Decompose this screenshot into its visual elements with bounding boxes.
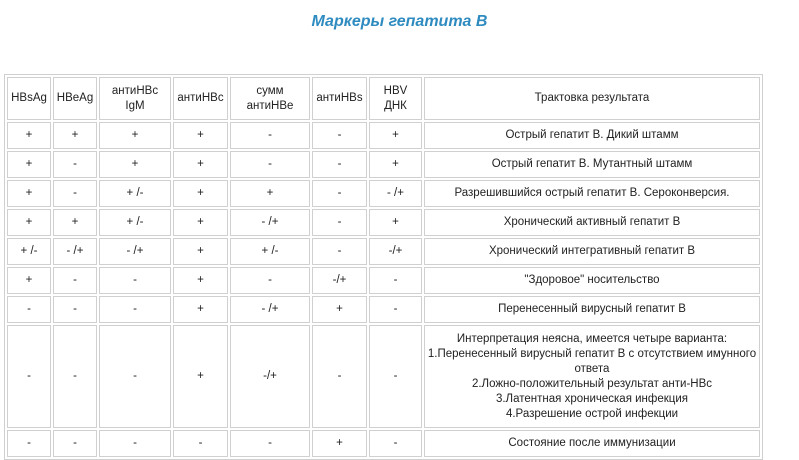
cell-interpretation: Разрешившийся острый гепатит В. Сероконверсия. xyxy=(424,180,760,207)
table-row xyxy=(7,238,760,265)
cell-interpretation: Хронический активный гепатит В xyxy=(424,209,760,236)
cell-hbeag: - xyxy=(53,296,97,323)
header-hbv-dna: HBV ДНК xyxy=(369,77,422,120)
cell-hbeag: - xyxy=(53,151,97,178)
cell-anti-hbs: + xyxy=(312,430,367,457)
cell-hbv-dna: - xyxy=(369,267,422,294)
cell-anti-hbc: + xyxy=(173,122,228,149)
cell-anti-hbc: + xyxy=(173,151,228,178)
cell-interpretation: Острый гепатит В. Мутантный штамм xyxy=(424,151,760,178)
cell-anti-hbc: + xyxy=(173,325,228,428)
header-anti-hbc: антиНВс xyxy=(173,77,228,120)
cell-total-anti-hbe: - xyxy=(230,151,310,178)
cell-anti-hbc-igm: - xyxy=(99,430,171,457)
table-row xyxy=(7,209,760,236)
cell-anti-hbs: - xyxy=(312,122,367,149)
cell-hbsag: - xyxy=(7,430,51,457)
cell-hbeag: - xyxy=(53,267,97,294)
table-row xyxy=(7,122,760,149)
cell-hbv-dna: + xyxy=(369,151,422,178)
cell-hbsag: + /- xyxy=(7,238,51,265)
cell-interpretation: Интерпретация неясна, имеется четыре варианта: 1.Перенесенный вирусный гепатит В с отсутствием имунного ответа 2.Ложно-положительный результат анти-НВс 3.Латентная хроническая инфекция 4.Разрешение острой инфекции xyxy=(424,325,760,428)
table-row xyxy=(7,151,760,178)
cell-total-anti-hbe: - xyxy=(230,122,310,149)
cell-hbv-dna: - xyxy=(369,296,422,323)
cell-total-anti-hbe: - /+ xyxy=(230,209,310,236)
page-title: Маркеры гепатита В xyxy=(311,13,488,30)
cell-total-anti-hbe: - xyxy=(230,267,310,294)
cell-hbeag: - xyxy=(53,180,97,207)
cell-hbv-dna: + xyxy=(369,122,422,149)
cell-anti-hbs: + xyxy=(312,296,367,323)
cell-hbeag: - /+ xyxy=(53,238,97,265)
cell-anti-hbs: - xyxy=(312,151,367,178)
cell-hbv-dna: + xyxy=(369,209,422,236)
cell-anti-hbs: -/+ xyxy=(312,267,367,294)
cell-anti-hbs: - xyxy=(312,180,367,207)
header-anti-hbs: антиНВs xyxy=(312,77,367,120)
cell-anti-hbc-igm: - xyxy=(99,267,171,294)
cell-hbv-dna: - /+ xyxy=(369,180,422,207)
cell-anti-hbc-igm: + xyxy=(99,122,171,149)
cell-hbsag: - xyxy=(7,296,51,323)
table-row xyxy=(7,430,760,457)
cell-anti-hbc: + xyxy=(173,296,228,323)
cell-interpretation: "Здоровое" носительство xyxy=(424,267,760,294)
cell-anti-hbc-igm: - /+ xyxy=(99,238,171,265)
cell-hbeag: + xyxy=(53,209,97,236)
header-total-anti-hbe: сумм антиНВе xyxy=(230,77,310,120)
cell-hbsag: + xyxy=(7,122,51,149)
cell-anti-hbc-igm: - xyxy=(99,325,171,428)
header-interpretation: Трактовка результата xyxy=(424,77,760,120)
cell-anti-hbs: - xyxy=(312,238,367,265)
table-row xyxy=(7,325,760,428)
header-hbsag: HBsAg xyxy=(7,77,51,120)
cell-interpretation: Хронический интегративный гепатит В xyxy=(424,238,760,265)
hepatitis-markers-table xyxy=(4,74,763,460)
cell-anti-hbc: - xyxy=(173,430,228,457)
cell-hbv-dna: -/+ xyxy=(369,238,422,265)
cell-hbv-dna: - xyxy=(369,430,422,457)
cell-hbeag: - xyxy=(53,325,97,428)
cell-total-anti-hbe: + /- xyxy=(230,238,310,265)
cell-interpretation: Перенесенный вирусный гепатит В xyxy=(424,296,760,323)
cell-total-anti-hbe: - /+ xyxy=(230,296,310,323)
cell-anti-hbc: + xyxy=(173,209,228,236)
cell-total-anti-hbe: -/+ xyxy=(230,325,310,428)
cell-anti-hbs: - xyxy=(312,209,367,236)
table-row xyxy=(7,267,760,294)
cell-hbsag: + xyxy=(7,209,51,236)
cell-anti-hbc: + xyxy=(173,180,228,207)
cell-hbeag: + xyxy=(53,122,97,149)
cell-hbv-dna: - xyxy=(369,325,422,428)
cell-hbsag: + xyxy=(7,180,51,207)
table-row xyxy=(7,296,760,323)
cell-anti-hbc-igm: + /- xyxy=(99,209,171,236)
cell-total-anti-hbe: + xyxy=(230,180,310,207)
cell-anti-hbc: + xyxy=(173,267,228,294)
cell-anti-hbc-igm: + /- xyxy=(99,180,171,207)
table-row xyxy=(7,180,760,207)
header-hbeag: HBeAg xyxy=(53,77,97,120)
cell-interpretation: Состояние после иммунизации xyxy=(424,430,760,457)
cell-hbeag: - xyxy=(53,430,97,457)
cell-hbsag: + xyxy=(7,151,51,178)
cell-total-anti-hbe: - xyxy=(230,430,310,457)
cell-hbsag: - xyxy=(7,325,51,428)
cell-anti-hbc: + xyxy=(173,238,228,265)
cell-anti-hbs: - xyxy=(312,325,367,428)
cell-interpretation: Острый гепатит В. Дикий штамм xyxy=(424,122,760,149)
cell-anti-hbc-igm: + xyxy=(99,151,171,178)
table-header-row xyxy=(7,77,760,120)
cell-hbsag: + xyxy=(7,267,51,294)
header-anti-hbc-igm: антиНВс IgM xyxy=(99,77,171,120)
cell-anti-hbc-igm: - xyxy=(99,296,171,323)
